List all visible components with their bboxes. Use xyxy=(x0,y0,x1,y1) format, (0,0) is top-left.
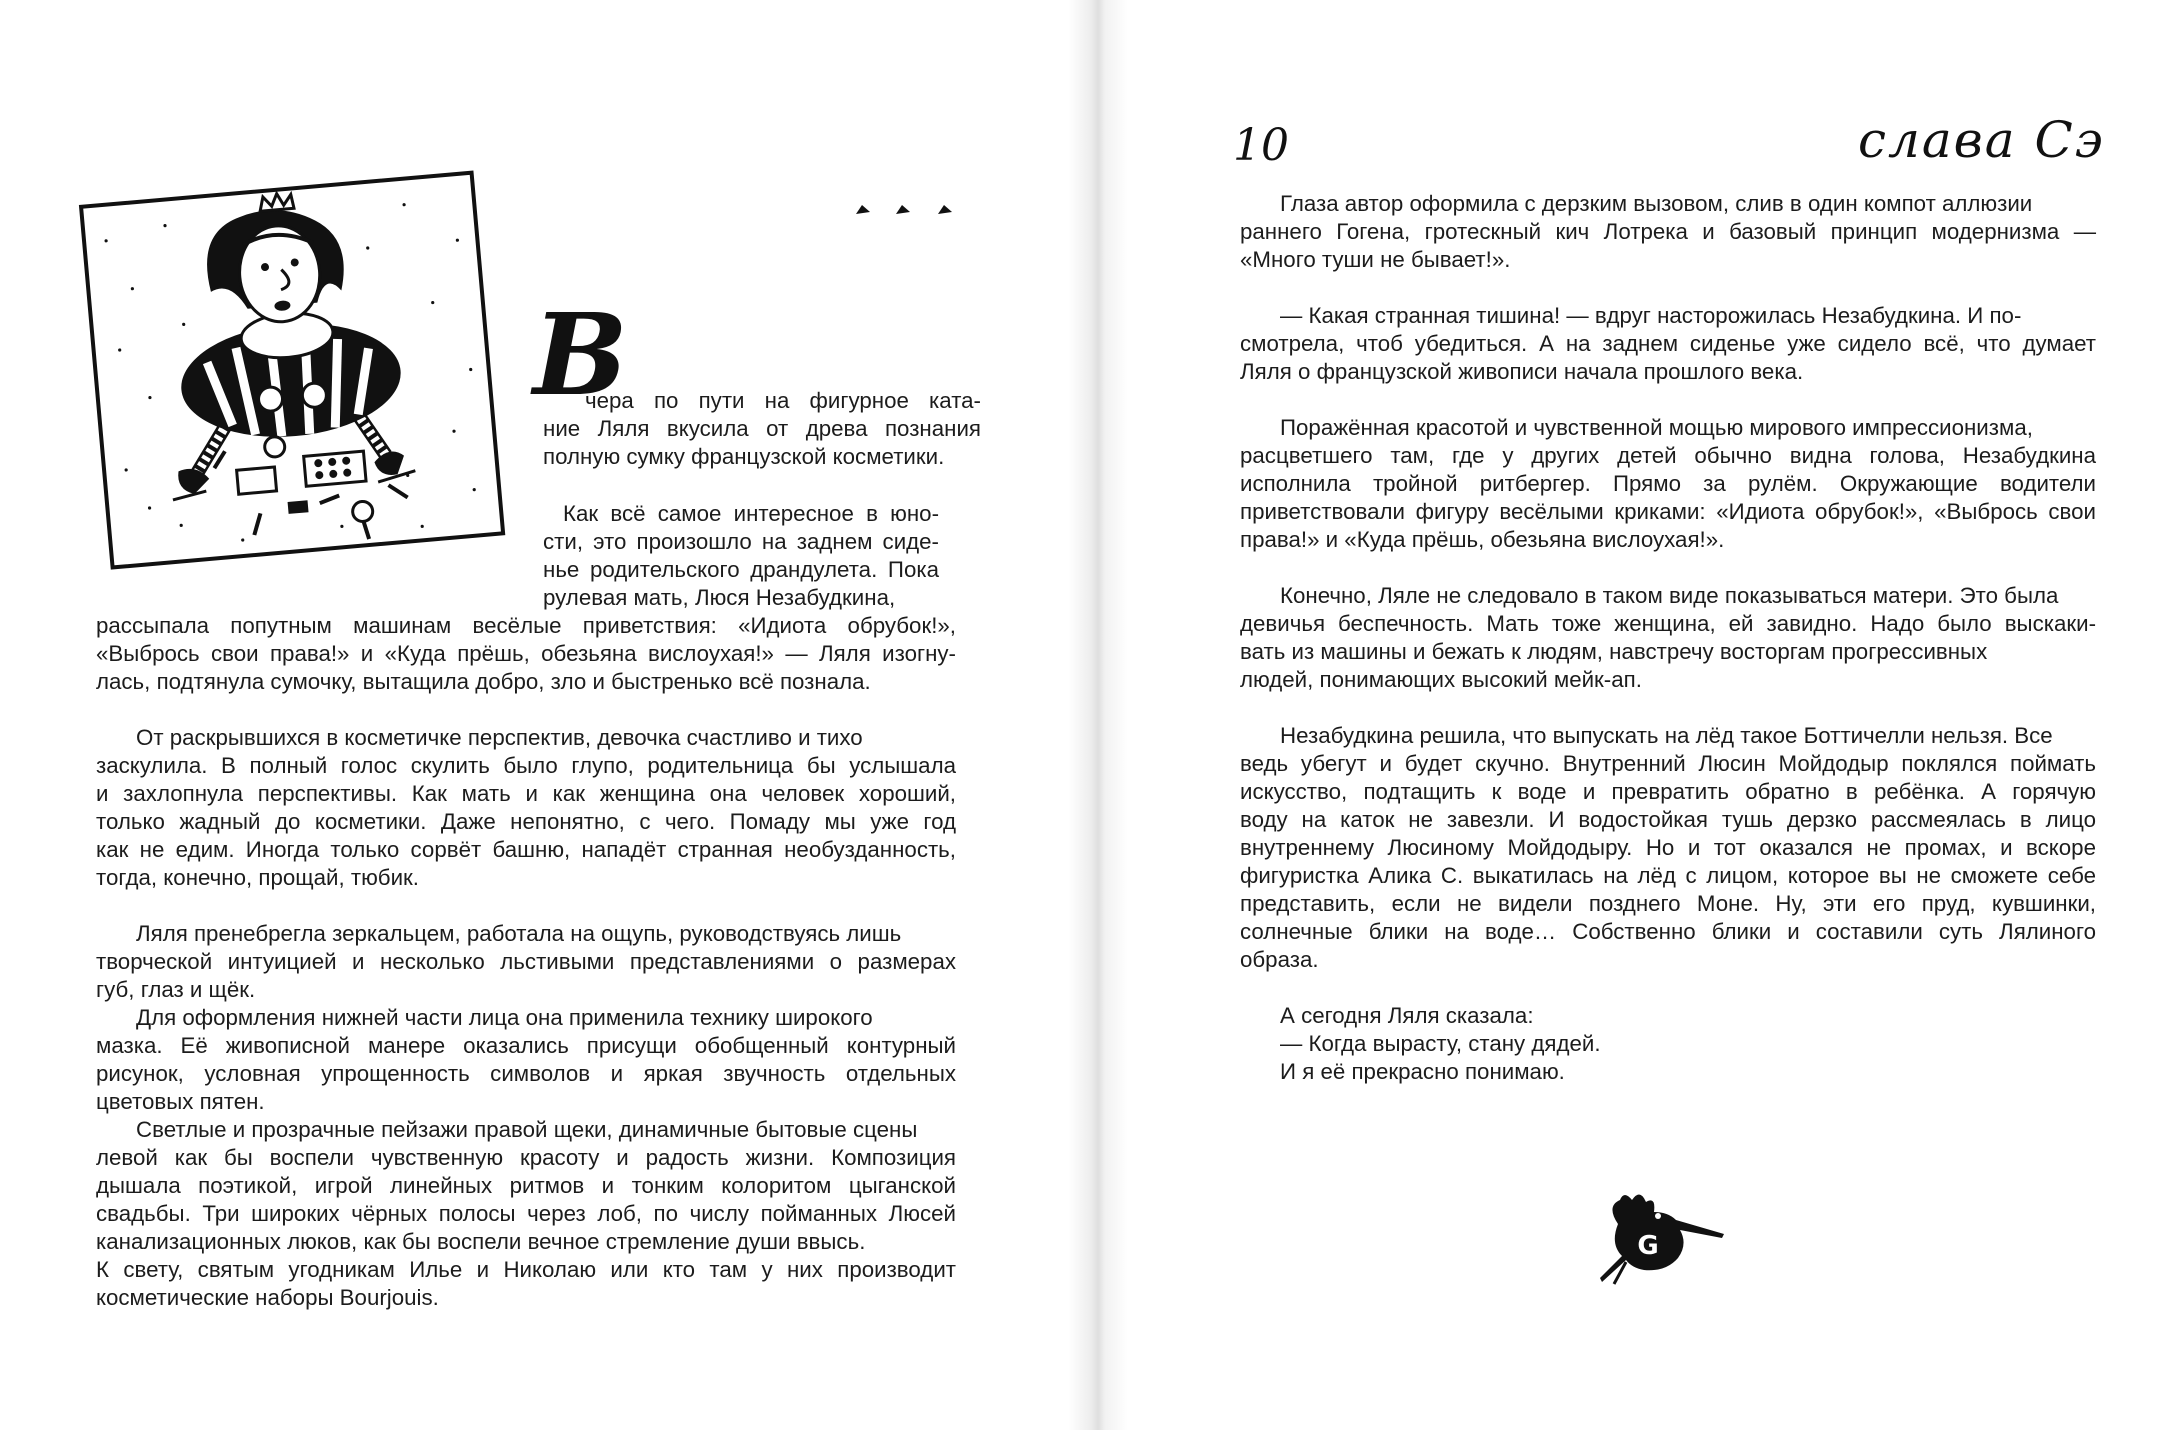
text-line: Ляля пренебрегла зеркальцем, работала на ощупь, руководствуясь лишь xyxy=(136,921,902,946)
text-line: лась, подтянула сумочку, вытащила добро, зло и быстренько всё познала. xyxy=(96,669,871,694)
text-line: губ, глаз и щёк. xyxy=(96,977,256,1002)
text-line: Незабудкина решила, что выпускать на лёд такое Боттичелли нельзя. Все xyxy=(1280,723,2053,748)
paragraph-2-cont xyxy=(96,612,956,696)
text-line: Поражённая красотой и чувственной мощью мирового импрессионизма, xyxy=(1280,415,2033,440)
text-line: сти, это произошло на заднем сиде- xyxy=(543,529,939,554)
paragraph-4 xyxy=(96,920,956,1312)
text-line: тогда, конечно, прощай, тюбик. xyxy=(96,865,419,890)
text-line: только жадный до косметики. Даже непонятно, с чего. Помаду мы уже год xyxy=(96,809,956,834)
text-line: «Много туши не бывает!». xyxy=(1240,247,1511,272)
text-line: ние Ляля вкусила от древа познания xyxy=(543,416,981,441)
text-line: рулевая мать, Люся Незабудкина, xyxy=(543,585,896,610)
text-line: чера по пути на фигурное ката- xyxy=(585,388,981,413)
paragraph-r2 xyxy=(1240,302,2096,386)
text-line: творческой интуицией и несколько льстивыми представлениями о размерах xyxy=(96,949,956,974)
text-line: цветовых пятен. xyxy=(96,1089,265,1114)
paragraph-1 xyxy=(543,387,981,471)
text-line: рассыпала попутным машинам весёлые приветствия: «Идиота обрубок!», xyxy=(96,613,956,638)
text-line: От раскрывшихся в косметичке перспектив, девочка счастливо и тихо xyxy=(136,725,863,750)
text-line: раннего Гогена, гротескный кич Лотрека и базовый принцип модернизма — xyxy=(1240,219,2096,244)
text-line: рисунок, условная упрощенность символов и яркая звучность отдельных xyxy=(96,1061,956,1086)
girl-with-cosmetics-illustration xyxy=(78,165,508,573)
text-line: Для оформления нижней части лица она применила технику широкого xyxy=(136,1005,873,1030)
text-line: смотрела, чтоб убедиться. А на заднем сиденье уже сидело всё, что думает xyxy=(1240,331,2096,356)
text-line: — Когда вырасту, стану дядей. xyxy=(1280,1031,1601,1056)
paragraph-r1 xyxy=(1240,190,2096,274)
text-line: солнечные блики на воде… Собственно блики и составили суть Лялиного xyxy=(1240,919,2096,944)
text-line: мазка. Её живописной манере оказались присущи обобщенный контурный xyxy=(96,1033,956,1058)
text-line: — Какая странная тишина! — вдруг насторожилась Незабудкина. И по- xyxy=(1280,303,2022,328)
text-line: Светлые и прозрачные пейзажи правой щеки, динамичные бытовые сцены xyxy=(136,1117,918,1142)
text-line: как не едим. Иногда только сорвёт башню, нападёт странная необузданность, xyxy=(96,837,956,862)
text-line: канализационных люков, как бы воспели вечное стремление души ввысь. xyxy=(96,1229,866,1254)
text-line: фигуристка Алика С. выкатилась на лёд с лицом, которое вы не сможете себе xyxy=(1240,863,2096,888)
text-line: девичья беспечность. Мать тоже женщина, ей завидно. Надо было выскаки- xyxy=(1240,611,2096,636)
text-line: А сегодня Ляля сказала: xyxy=(1280,1003,1534,1028)
text-line: Конечно, Ляле не следовало в таком виде показываться матери. Это была xyxy=(1280,583,2059,608)
text-line: расцветшего там, где у других детей обычно видна голова, Незабудкина xyxy=(1240,443,2096,468)
chapter-title: слава Сэ xyxy=(1858,111,2105,169)
text-line: полную сумку французской косметики. xyxy=(543,444,945,469)
text-line: и захлопнула перспективы. Как мать и как женщина она человек хороший, xyxy=(96,781,956,806)
text-line: исполнила тройной ритбергер. Прямо за рулём. Окружающие водители xyxy=(1240,471,2096,496)
text-line: свадьбы. Три широких чёрных полосы через лоб, по числу пойманных Люсей xyxy=(96,1201,956,1226)
text-line: «Выбрось свои права!» и «Куда прёшь, обезьяна вислоухая!» — Ляля изогну- xyxy=(96,641,956,666)
book-gutter-shadow xyxy=(1068,0,1128,1430)
text-line: образа. xyxy=(1240,947,1319,972)
paragraph-r5 xyxy=(1240,722,2096,974)
section-ornament-stars xyxy=(852,198,964,220)
paragraph-r4 xyxy=(1240,582,2096,694)
text-line: И я её прекрасно понимаю. xyxy=(1280,1059,1565,1084)
text-line: права!» и «Куда прёшь, обезьяна вислоухая!». xyxy=(1240,527,1725,552)
logo-letter: G xyxy=(1637,1231,1659,1261)
text-line: внутреннему Люсиному Мойдодыру. Но и тот оказался не промах, и вскоре xyxy=(1240,835,2096,860)
text-line: воду на каток не завезли. И водостойкая тушь дерзко рассмеялась в лицо xyxy=(1240,807,2096,832)
text-line: левой как бы воспели чувственную красоту и радость жизни. Композиция xyxy=(96,1145,956,1170)
text-line: представить, если не видели позднего Моне. Ну, эти его пруд, кувшинки, xyxy=(1240,891,2096,916)
paragraph-r6 xyxy=(1240,1002,2096,1086)
text-line: Глаза автор оформила с дерзким вызовом, слив в один компот аллюзии xyxy=(1280,191,2033,216)
text-line: ведь убегут и будет скучно. Внутренний Люсин Мойдодыр поклялся поймать xyxy=(1240,751,2096,776)
text-line: К свету, святым угодникам Илье и Николаю или кто там у них производит xyxy=(96,1257,956,1282)
text-line: косметические наборы Bourjouis. xyxy=(96,1285,439,1310)
text-line: искусство, подтащить к воде и превратить обратно в ребёнка. А горячую xyxy=(1240,779,2096,804)
paragraph-3 xyxy=(96,724,956,892)
text-line: приветствовали фигуру весёлыми криками: «Идиота обрубок!», «Выбрось свои xyxy=(1240,499,2096,524)
text-line: людей, понимающих высокий мейк-ап. xyxy=(1240,667,1642,692)
text-line: Как всё самое интересное в юно- xyxy=(563,501,939,526)
right-page xyxy=(1094,0,2182,1430)
text-line: Ляля о французской живописи начала прошлого века. xyxy=(1240,359,1804,384)
text-line: заскулила. В полный голос скулить было глупо, родительница бы услышала xyxy=(96,753,956,778)
text-line: вать из машины и бежать к людям, навстречу восторгам прогрессивных xyxy=(1240,639,1988,664)
text-line: нье родительского драндулета. Пока xyxy=(543,557,939,582)
drop-cap: В xyxy=(533,290,628,421)
paragraph-2 xyxy=(543,500,939,612)
paragraph-r3 xyxy=(1240,414,2096,554)
text-line: дышала поэтикой, игрой линейных ритмов и тонким колоритом цыганской xyxy=(96,1173,956,1198)
bird-logo-icon xyxy=(1596,1186,1736,1286)
page-number: 10 xyxy=(1233,120,1289,171)
